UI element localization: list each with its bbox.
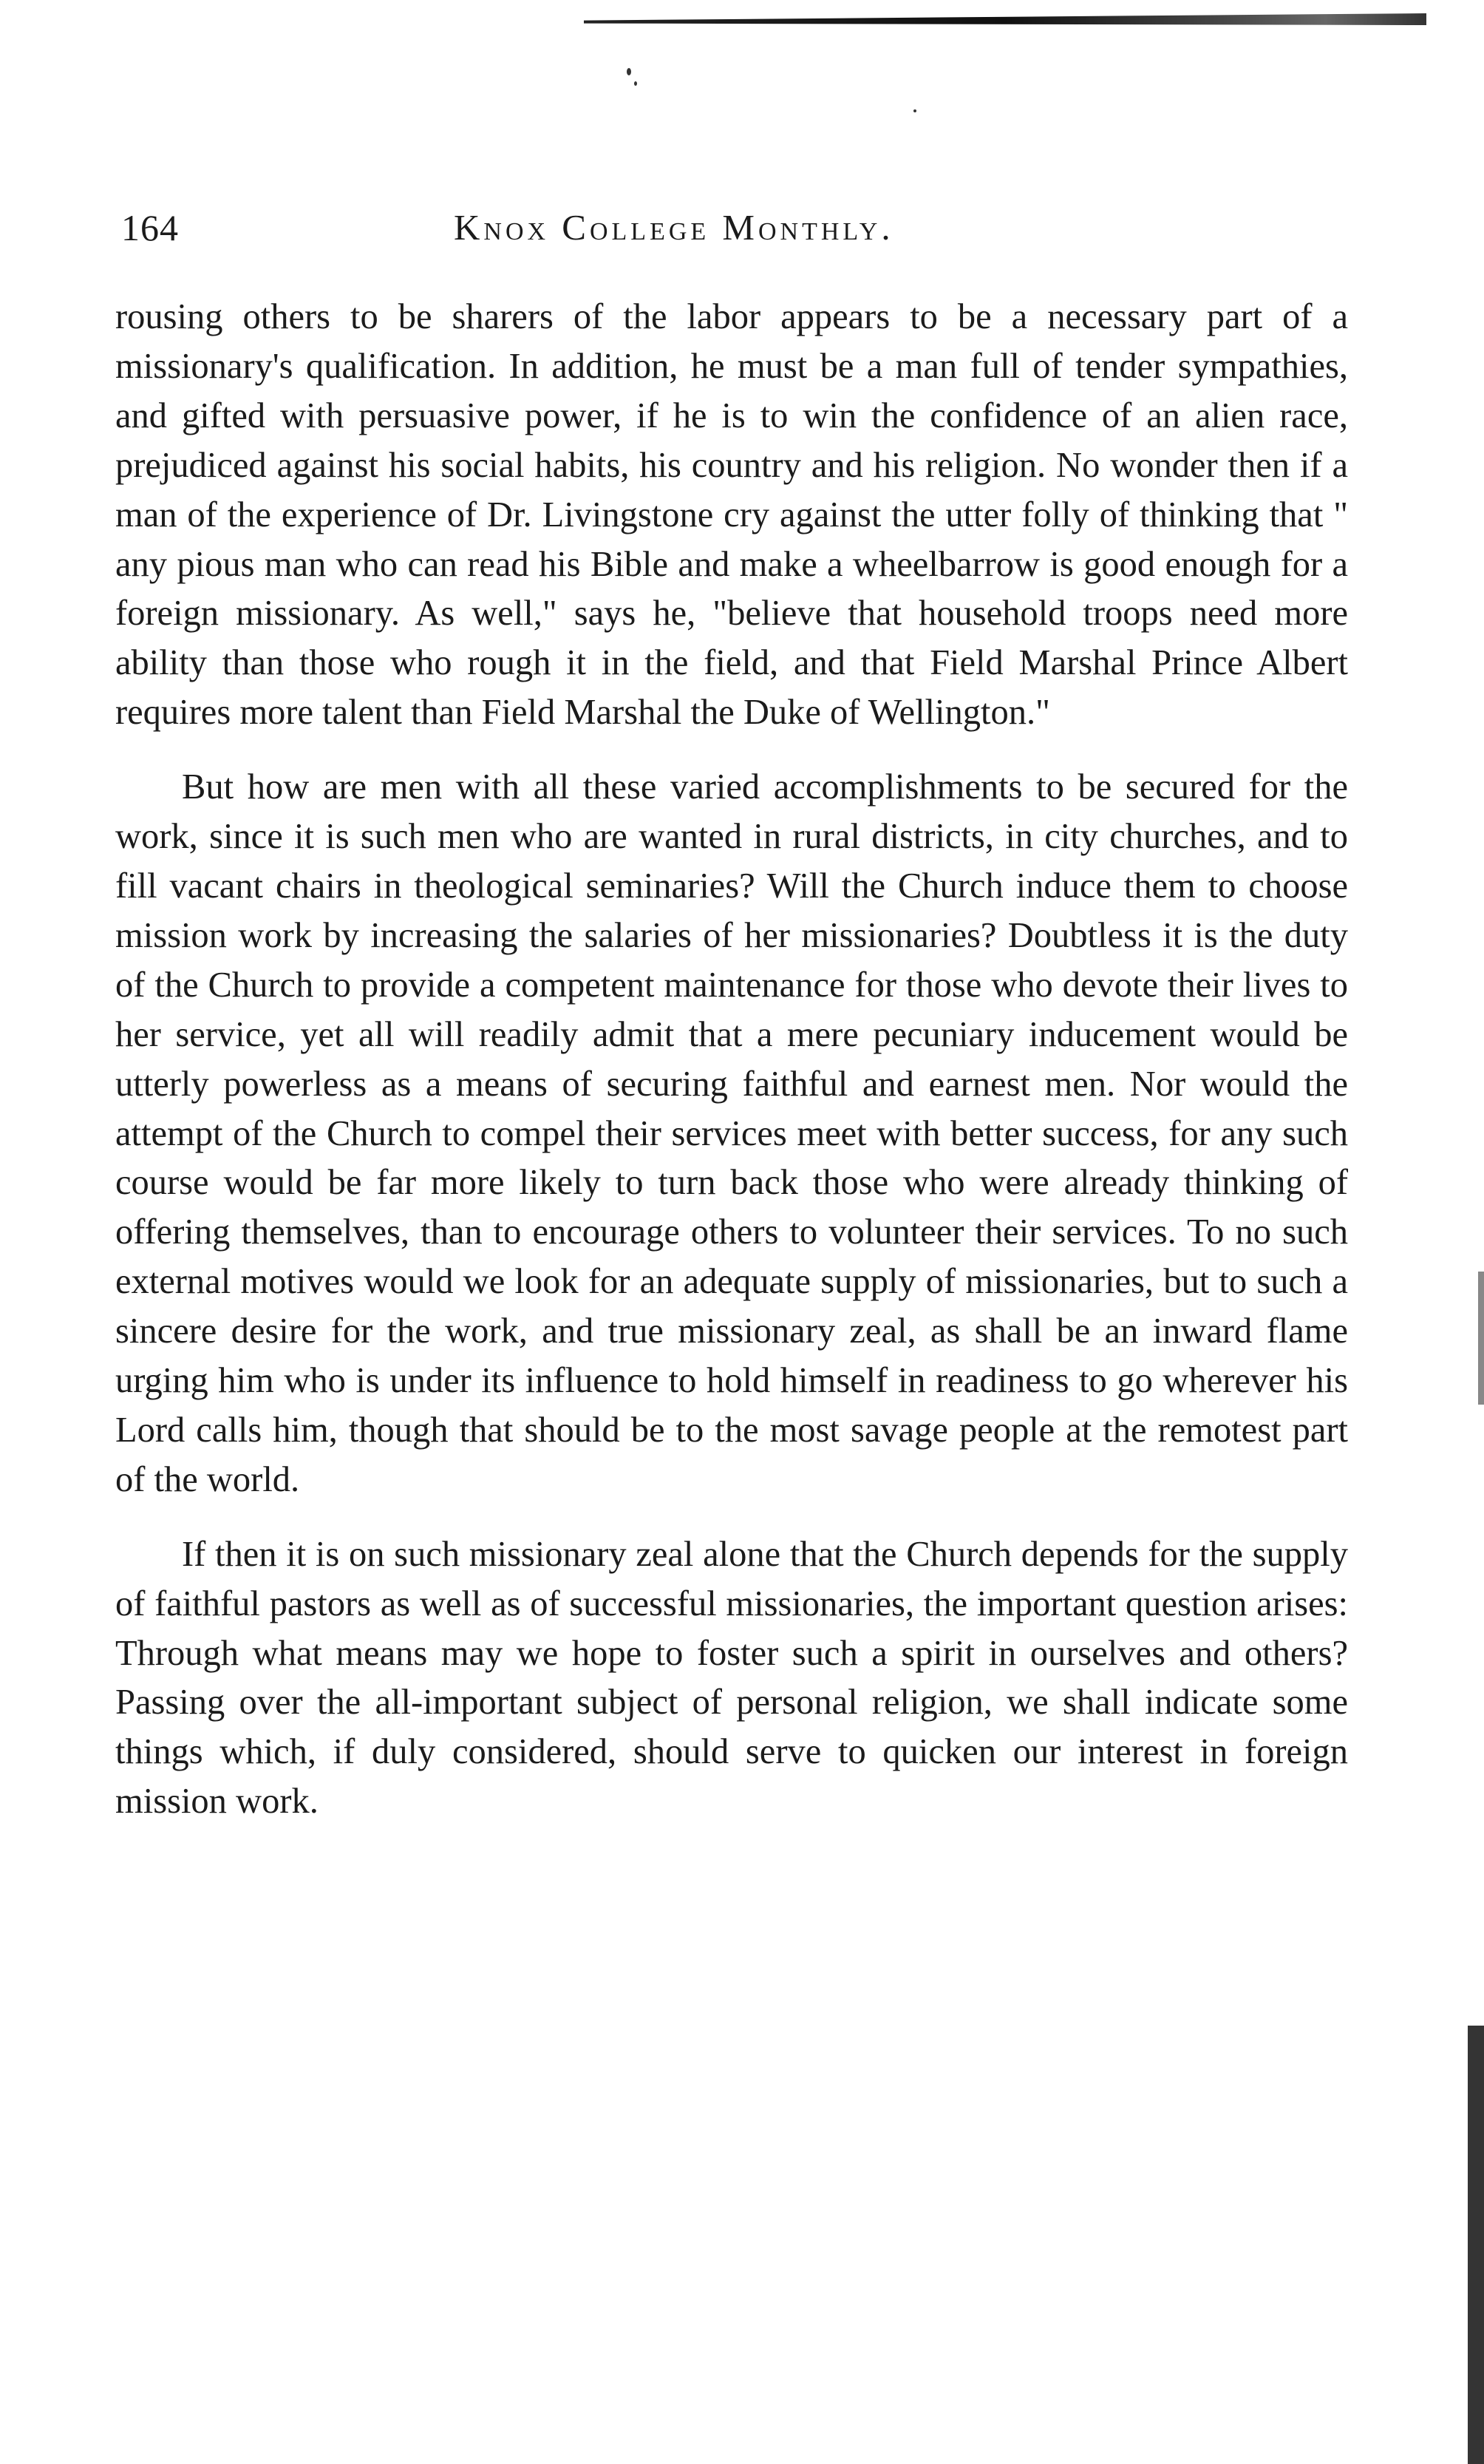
scan-right-edge	[1478, 1272, 1484, 1405]
paragraph-continued: rousing others to be sharers of the labor appears to be a necessary part of a missionary's qualification. In addition, he must be a man full of tender sympathies, and gifted with persuasive power, if he is to win the confidence of an alien race, prejudiced against his social habits, his country and his religion. No wonder then if a man of the experience of Dr. Livingstone cry against the utter folly of thinking that " any pious man who can read his Bible and make a wheelbarrow is good enough for a foreign missionary. As well," says he, "believe that household troops need more ability than those who rough it in the field, and that Field Marshal Prince Albert requires more talent than Field Marshal the Duke of Wellington."	[115, 297, 1348, 733]
article-body	[115, 293, 1348, 1827]
paragraph: But how are men with all these varied accomplishments to be secured for the work, since it is such men who are wanted in rural districts, in city churches, and to fill vacant chairs in theological seminaries? Will the Church induce them to choose mission work by increasing the salaries of her missionaries? Doubtless it is the duty of the Church to provide a competent maintenance for those who devote their lives to her service, yet all will readily admit that a mere pecuniary inducement would be utterly powerless as a means of securing faithful and earnest men. Nor would the attempt of the Church to compel their services meet with better success, for any such course would be far more likely to turn back those who were already thinking of offering themselves, than to encourage others to volunteer their services. To no such external motives would we look for an adequate supply of missionaries, but to such a sincere desire for the work, and true missionary zeal, as shall be an inward flame urging him who is under its influence to hold himself in readiness to go wherever his Lord calls him, though that should be to the most savage people at the remotest part of the world.	[115, 767, 1348, 1499]
page-header	[121, 198, 1354, 257]
scan-speck	[634, 81, 637, 86]
scan-speck	[913, 109, 916, 112]
paragraph: If then it is on such missionary zeal alone that the Church depends for the supply of faithful pastors as well as of successful missionaries, the important question arises: Through what means may we hope to foster such a spirit in ourselves and others? Passing over the all-important subject of personal religion, we shall indicate some things which, if duly considered, should serve to quicken our interest in foreign mission work.	[115, 1534, 1348, 1822]
scan-speck	[627, 68, 631, 75]
scan-top-rule	[584, 13, 1426, 25]
scan-right-edge	[1468, 2026, 1484, 2464]
page-number: 164	[121, 207, 179, 248]
running-head-title: Knox College Monthly.	[454, 207, 894, 248]
